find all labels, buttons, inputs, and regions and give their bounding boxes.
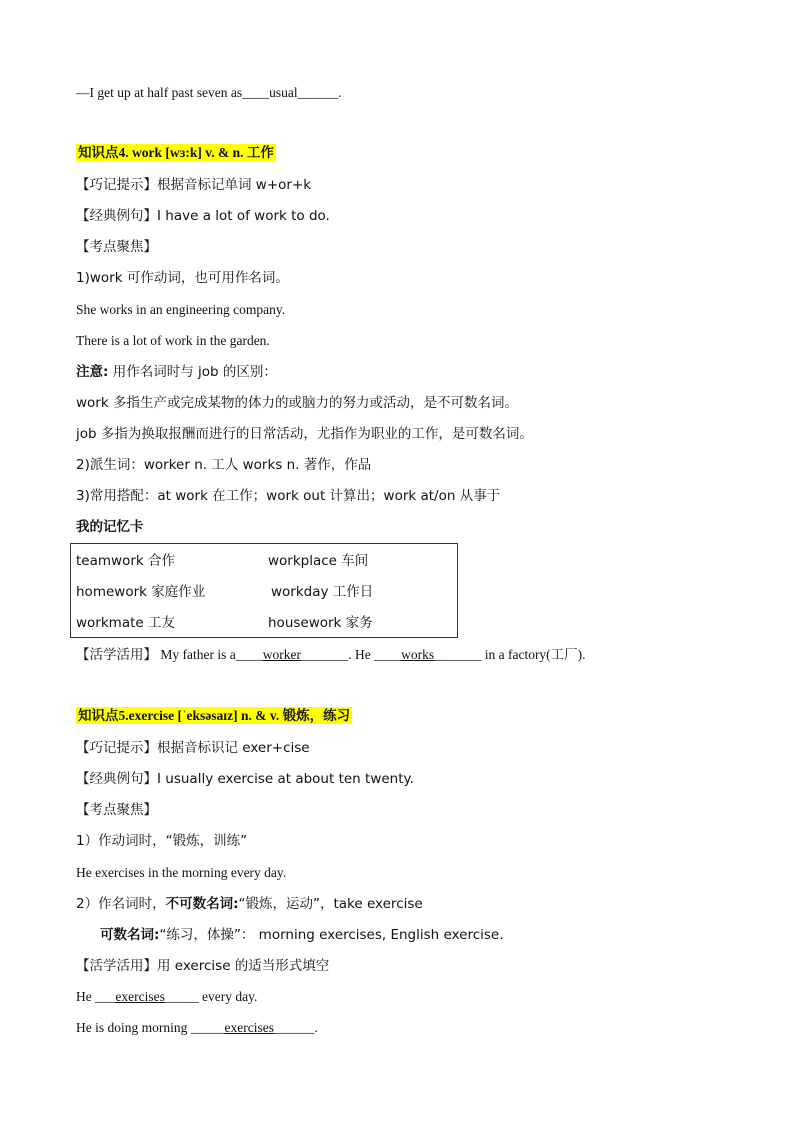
note-label: 注意:	[76, 364, 109, 380]
kp4-practice	[76, 646, 586, 664]
memory-card	[70, 543, 458, 638]
memory-card-entry: housework 家务	[268, 615, 373, 631]
kp4-point1: 1)work 可作动词，也可用作名词。	[76, 270, 289, 286]
blank: ____	[235, 647, 263, 662]
kp4-work-definition: work 多指生产或完成某物的体力的或脑力的努力或活动，是不可数名词。	[76, 395, 518, 411]
kp4-collocations: 3)常用搭配：at work 在工作；work out 计算出；work at/on 从事于	[76, 488, 501, 504]
label: 不可数名词:	[165, 896, 239, 912]
text: “练习，体操”： morning exercises, English exercise.	[159, 927, 504, 943]
kp4-focus: 【考点聚焦】	[76, 239, 157, 255]
blank: _______	[434, 647, 482, 662]
blank: ____	[242, 85, 270, 100]
kp4-job-definition: job 多指为换取报酬而进行的日常活动，尤指作为职业的工作，是可数名词。	[76, 426, 533, 442]
text: He is doing morning	[76, 1020, 191, 1035]
memory-card-title: 我的记忆卡	[76, 519, 144, 535]
kp4-heading: 知识点4. work [wɜ:k] v. & n. 工作	[78, 145, 274, 160]
note-text: 用作名词时与 job 的区别：	[108, 364, 277, 380]
kp4-heading-row	[76, 144, 276, 162]
answer: worker	[262, 647, 301, 662]
kp5-point2b	[100, 926, 504, 944]
kp4-tip: 【巧记提示】根据音标记单词 w+or+k	[76, 177, 312, 193]
text: every day.	[198, 989, 258, 1004]
kp5-point1: 1）作动词时，“锻炼，训练”	[76, 833, 248, 849]
text: “锻炼，运动”，take exercise	[238, 896, 423, 912]
answer: usual	[269, 85, 298, 100]
text: in a factory(工厂).	[481, 647, 586, 662]
blank: _____	[164, 989, 199, 1004]
blank: ______.	[273, 1020, 318, 1035]
blank: _______.	[300, 647, 352, 662]
text: —I get up at half past seven as	[76, 85, 243, 100]
answer: exercises	[115, 989, 165, 1004]
memory-card-entry: workmate 工友	[76, 615, 175, 631]
memory-card-entry: homework 家庭作业	[76, 584, 206, 600]
text: 2）作名词时，	[76, 896, 166, 912]
blank: _____	[190, 1020, 225, 1035]
kp4-note	[76, 363, 277, 381]
kp5-heading: 知识点5.exercise [ˈeksəsaɪz] n. & v. 锻炼，练习	[78, 708, 351, 723]
blank: ______.	[297, 85, 342, 100]
kp5-question-2	[76, 1019, 318, 1037]
blank: ___	[95, 989, 116, 1004]
kp4-example-2: There is a lot of work in the garden.	[76, 333, 270, 348]
answer-line-usual	[76, 84, 341, 102]
answer: works	[401, 647, 435, 662]
answer: exercises	[224, 1020, 274, 1035]
kp5-question-1	[76, 988, 257, 1006]
memory-card-entry: teamwork 合作	[76, 553, 175, 569]
practice-label: 【活学活用】	[76, 647, 157, 663]
kp5-tip: 【巧记提示】根据音标识记 exer+cise	[76, 740, 310, 756]
kp5-practice-title: 【活学活用】用 exercise 的适当形式填空	[76, 958, 330, 974]
memory-card-entry: workday 工作日	[271, 584, 374, 600]
kp4-example: 【经典例句】I have a lot of work to do.	[76, 208, 330, 224]
blank: ____	[374, 647, 402, 662]
kp4-derivatives: 2)派生词：worker n. 工人 works n. 著作，作品	[76, 457, 372, 473]
kp5-point2	[76, 895, 423, 913]
kp5-focus: 【考点聚焦】	[76, 802, 157, 818]
label: 可数名词:	[100, 927, 160, 943]
kp5-example-1: He exercises in the morning every day.	[76, 865, 287, 880]
text: He	[351, 647, 375, 662]
memory-card-entry: workplace 车间	[268, 553, 369, 569]
text: He	[76, 989, 96, 1004]
text: My father is a	[157, 647, 236, 662]
kp5-example: 【经典例句】I usually exercise at about ten twenty.	[76, 771, 414, 787]
kp5-heading-row	[76, 707, 352, 725]
kp4-example-1: She works in an engineering company.	[76, 302, 286, 317]
